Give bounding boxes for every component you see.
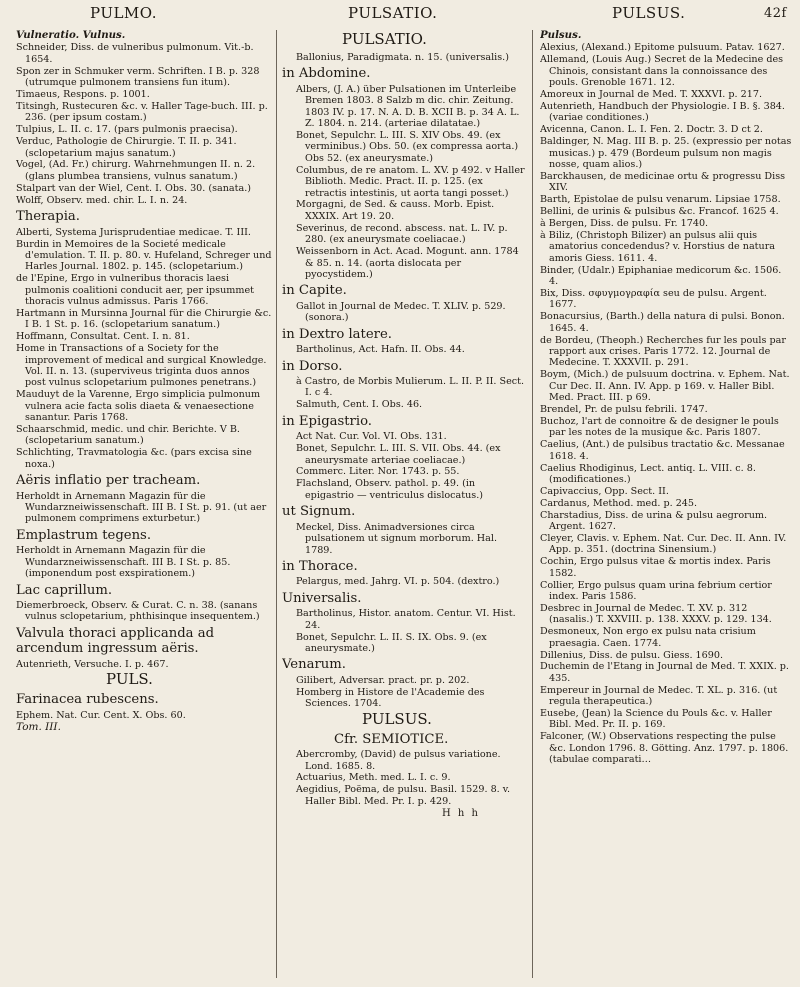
list-item: à Castro, de Morbis Mulierum. L. II. P. II. Sect. I. c 4. xyxy=(296,376,525,399)
list-item: Gallot in Journal de Medec. T. XLIV. p. 529. (sonora.) xyxy=(296,300,506,324)
list-item: Bartholinus, Histor. anatom. Centur. VI. Hist. 24. xyxy=(296,608,516,631)
list-item: Aegidius, Poëma, de pulsu. Basil. 1529. 8. v. Haller Bibl. Med. Pr. I. p. 429. xyxy=(296,784,511,807)
list-item: Boym, (Mich.) de pulsuum doctrina. v. Ephem. Nat. Cur Dec. II. Ann. IV. App. p 169. v. Haller Bibl. Med. Pract. III. p 69. xyxy=(540,369,790,404)
list-item: Titsingh, Rustecuren &c. v. Haller Tage-buch. III. p. 236. (per ipsum costam.) xyxy=(16,100,268,124)
column-right xyxy=(540,30,792,982)
section-heading: in Thorace. xyxy=(282,558,358,574)
section-heading: ut Signum. xyxy=(282,504,356,520)
list-item: Mauduyt de la Varenne, Ergo simplicia pulmonum vulnera acie facta solis diaeta & venaesectione sanantur. Paris 1768. xyxy=(16,389,261,424)
column-middle xyxy=(282,30,526,982)
list-item: à Bergen, Diss. de pulsu. Fr. 1740. xyxy=(540,218,709,229)
list-item: Wolff, Observ. med. chir. L. I. n. 24. xyxy=(16,194,188,206)
list-item: Stalpart van der Wiel, Cent. I. Obs. 30. (sanata.) xyxy=(16,182,252,194)
list-item: Binder, (Udalr.) Epiphaniae medicorum &c. 1506. 4. xyxy=(540,264,782,288)
list-item: à Biliz, (Christoph Bilizer) an pulsus alii quis amatorius concedendus? v. Horstius de natura amoris Giess. 1611. 4. xyxy=(540,229,776,264)
entry-list xyxy=(16,545,272,579)
list-item: Morgagni, de Sed. & causs. Morb. Epist. XXXIX. Art 19. 20. xyxy=(296,199,495,222)
signature-mark: H h h xyxy=(442,807,480,819)
volume-mark: Tom. III. xyxy=(16,720,61,733)
section-heading: in Dextro latere. xyxy=(282,326,392,342)
section-heading: in Abdomine. xyxy=(282,66,371,82)
header-left: PULMO. xyxy=(90,4,157,22)
header-center: PULSATIO. xyxy=(348,4,438,22)
list-item: Meckel, Diss. Animadversiones circa pulsationem ut signum morborum. Hal. 1789. xyxy=(296,521,497,556)
list-item: Schaarschmid, medic. und chir. Berichte. V B. (sclopetarium sanatum.) xyxy=(16,424,240,447)
list-item: Falconer, (W.) Observations respecting the pulse &c. London 1796. 8. Götting. Anz. 1797. p. 1806. (tabulae comparati… xyxy=(540,731,789,766)
list-item: de Bordeu, (Theoph.) Recherches fur les pouls par rapport aux crises. Paris 1772. 12. Journal de Medecine. T. XXXVII. p. 291. xyxy=(540,334,786,369)
section-heading-pulsus: PULSUS. xyxy=(362,709,432,728)
list-item: Dillenius, Diss. de pulsu. Giess. 1690. xyxy=(540,649,724,661)
entry-list xyxy=(540,42,792,765)
list-item: Hoffmann, Consultat. Cent. I. n. 81. xyxy=(16,331,190,343)
header-right: PULSUS. xyxy=(612,4,686,22)
list-item: Empereur in Journal de Medec. T. XL. p. 316. (ut regula therapeutica.) xyxy=(540,684,778,708)
list-item: Caelius, (Ant.) de pulsibus tractatio &c. Messanae 1618. 4. xyxy=(540,439,785,462)
list-item: Act Nat. Cur. Vol. VI. Obs. 131. xyxy=(296,431,447,443)
column-rule-left xyxy=(276,30,277,978)
list-item: Avicenna, Canon. L. I. Fen. 2. Doctr. 3. D ct 2. xyxy=(540,124,763,136)
list-item: Herholdt in Arnemann Magazin für die Wundarzneiwissenschaft. III B. I St. p. 91. (ut aer pulmonem comprimens exturbetur.) xyxy=(16,490,267,525)
list-item: Ballonius, Paradigmata. n. 15. (universalis.) xyxy=(296,52,509,63)
running-header xyxy=(0,4,800,26)
list-item: Verduc, Pathologie de Chirurgie. T. II. p. 341. (sclopetarium majus sanatum.) xyxy=(16,136,237,159)
section-heading-lac: Lac caprillum. xyxy=(16,582,113,598)
list-item: Eusebe, (Jean) la Science du Pouls &c. v. Haller Bibl. Med. Pr. II. p. 169. xyxy=(540,708,772,731)
list-item: Vogel, (Ad. Fr.) chirurg. Wahrnehmungen II. n. 2. (glans plumbea transiens, vulnus sanatum.) xyxy=(16,159,256,182)
section-heading-emplastrum: Emplastrum tegens. xyxy=(16,527,152,543)
list-item: Cochin, Ergo pulsus vitae & mortis index. Paris 1582. xyxy=(540,556,771,579)
list-item: Homberg in Histore de l'Academie des Sciences. 1704. xyxy=(296,686,485,710)
entry-list xyxy=(16,491,272,525)
list-item: Bellini, de urinis & pulsibus &c. Francof. 1625 4. xyxy=(540,206,779,218)
section-heading: Universalis. xyxy=(282,590,362,606)
list-item: Charstadius, Diss. de urina & pulsu aegrorum. Argent. 1627. xyxy=(540,509,768,533)
list-item: Schneider, Diss. de vulneribus pulmonum. Vit.-b. 1654. xyxy=(16,42,254,65)
column-left xyxy=(16,30,272,982)
list-item: Bix, Diss. σφυγμογραφία seu de pulsu. Argent. 1677. xyxy=(540,287,767,311)
list-item: Weissenborn in Act. Acad. Mogunt. ann. 1784 & 85. n. 14. (aorta dislocata per pyocystidem.) xyxy=(296,246,519,280)
list-item: Actuarius, Meth. med. L. I. c. 9. xyxy=(296,772,451,784)
list-item: Bonet, Sepulchr. L. II. S. IX. Obs. 9. (ex aneurysmate.) xyxy=(296,631,487,655)
entry-list xyxy=(16,710,272,721)
list-item: Duchemin de l'Etang in Journal de Med. T. XXIX. p. 435. xyxy=(540,661,789,684)
list-item: Bartholinus, Act. Hafn. II. Obs. 44. xyxy=(296,344,465,356)
column-heading: Vulneratio. Vulnus. xyxy=(16,30,126,41)
section-heading-therapia: Therapia. xyxy=(16,209,80,225)
section-heading-puls: PULS. xyxy=(106,670,153,689)
list-item: Ephem. Nat. Cur. Cent. X. Obs. 60. xyxy=(16,709,186,721)
section-heading: Venarum. xyxy=(282,657,346,673)
list-item: Capivaccius, Opp. Sect. II. xyxy=(540,485,669,497)
list-item: Home in Transactions of a Society for the improvement of medical and surgical Knowledge. Vol. II. n. 13. (superviveus triginta duos annos post vulnus sclopetarium pulmones penetrans.) xyxy=(16,343,267,389)
list-item: Caelius Rhodiginus, Lect. antiq. L. VIII. c. 8. (modificationes.) xyxy=(540,462,756,485)
list-item: Columbus, de re anatom. L. XV. p 492. v Haller Biblioth. Medic. Pract. II. p. 125. (ex retractis intestinis, ut aorta tangi posset.) xyxy=(296,164,525,199)
list-item: Barth, Epistolae de pulsu venarum. Lipsiae 1758. xyxy=(540,194,781,206)
section-heading-aeris: Aëris inflatio per tracheam. xyxy=(16,473,201,489)
list-item: Buchoz, l'art de connoitre & de designer le pouls par les notes de la musique &c. Paris 1807. xyxy=(540,415,779,439)
list-item: Desmoneux, Non ergo ex pulsu nata crisium praesagia. Caen. 1774. xyxy=(540,626,756,649)
list-item: Gilibert, Adversar. pract. pr. p. 202. xyxy=(296,674,470,686)
section-heading: in Epigastrio. xyxy=(282,413,372,429)
list-item: Flachsland, Observ. pathol. p. 49. (in epigastrio — ventriculus dislocatus.) xyxy=(296,478,484,501)
entry-list xyxy=(282,749,526,807)
list-item: Desbrec in Journal de Medec. T. XV. p. 312 (nasalis.) T. XXVIII. p. 138. XXXV. p. 129. 134. xyxy=(540,602,772,626)
list-item: Baldinger, N. Mag. III B. p. 25. (expressio per notas musicas.) p. 479 (Bordeum pulsum non magis nosse, quam alios.) xyxy=(540,136,792,170)
list-item: Alberti, Systema Jurisprudentiae medicae. T. III. xyxy=(16,226,251,238)
entry-list xyxy=(16,42,272,206)
section-heading-farinacea: Farinacea rubescens. xyxy=(16,692,159,708)
section-list xyxy=(282,66,526,709)
list-item: Albers, (J. A.) über Pulsationen im Unterleibe Bremen 1803. 8 Salzb m dic. chir. Zeitung. 1803 IV. p. 17. N. A. D. B. XCII B. p. 34 A. L. Z. 1804. n. 214. (arteriae dilatatae.) xyxy=(296,83,520,130)
list-item: Cleyer, Clavis. v. Ephem. Nat. Cur. Dec. II. Ann. IV. App. p. 351. (doctrina Sinensium.) xyxy=(540,532,787,556)
list-item: Diemerbroeck, Observ. & Curat. C. n. 38. (sanans vulnus sclopetarium, phthisinque insequentem.) xyxy=(16,600,260,623)
column-heading: PULSATIO. xyxy=(342,30,427,48)
list-item: Autenrieth, Versuche. I. p. 467. xyxy=(16,658,169,670)
list-item: Burdin in Memoires de la Societé medicale d'emulation. T. II. p. 80. v. Hufeland, Schreger und Harles Journal. 1802. p. 145. (sclopetarium.) xyxy=(16,238,272,273)
list-item: Severinus, de recond. abscess. nat. L. IV. p. 280. (ex aneurysmate coeliacae.) xyxy=(296,222,508,246)
list-item: Bonet, Sepulchr. L. III. S. XIV Obs. 49. (ex verminibus.) Obs. 50. (ex compressa aorta.) Obs 52. (ex aneurysmate.) xyxy=(296,130,519,164)
list-item: Spon zer in Schmuker verm. Schriften. I B. p. 328 (utrumque pulmonem transiens fun itum). xyxy=(16,65,260,89)
cross-reference: Cfr. SEMIOTICE. xyxy=(334,731,449,747)
list-item: Cardanus, Method. med. p. 245. xyxy=(540,497,698,509)
section-heading: in Capite. xyxy=(282,283,347,299)
list-item: Abercromby, (David) de pulsus variatione. Lond. 1685. 8. xyxy=(296,749,501,772)
list-item: Bonet, Sepulchr. L. III. S. VII. Obs. 44. (ex aneurysmate arteriae coeliacae.) xyxy=(296,443,501,466)
list-item: Barckhausen, de medicinae ortu & progressu Diss XIV. xyxy=(540,170,786,194)
list-item: Hartmann in Mursinna Journal für die Chirurgie &c. I B. 1 St. p. 16. (sclopetarium sanatum.) xyxy=(16,307,272,331)
entry-list xyxy=(16,227,272,471)
list-item: Autenrieth, Handbuch der Physiologie. I B. §. 384. (variae conditiones.) xyxy=(540,100,785,124)
section-heading-valvula: Valvula thoraci applicanda ad arcendum ingressum aëris. xyxy=(16,625,215,657)
entry-list xyxy=(16,600,272,623)
list-item: Herholdt in Arnemann Magazin für die Wundarzneiwissenschaft. III B. I St. p. 85. (imponendum post exspirationem.) xyxy=(16,545,231,580)
column-heading: Pulsus. xyxy=(540,30,582,41)
list-item: de l'Epine, Ergo in vulneribus thoracis laesi pulmonis coalitioni conducit aer, per ipsummet thoracis vulnus admissus. Paris 1766. xyxy=(16,273,254,308)
list-item: Pelargus, med. Jahrg. VI. p. 504. (dextro.) xyxy=(296,576,500,588)
list-item: Amoreux in Journal de Med. T. XXXVI. p. 217. xyxy=(540,89,763,101)
list-item: Schlichting, Travmatologia &c. (pars excisa sine noxa.) xyxy=(16,447,252,470)
list-item: Salmuth, Cent. I. Obs. 46. xyxy=(296,399,423,411)
list-item: Alexius, (Alexand.) Epitome pulsuum. Patav. 1627. xyxy=(540,42,785,54)
page-number: 42f xyxy=(764,6,787,21)
entry-list xyxy=(16,659,272,670)
column-rule-right xyxy=(532,30,533,978)
list-item: Collier, Ergo pulsus quam urina febrium certior index. Paris 1586. xyxy=(540,579,772,602)
section-heading: in Dorso. xyxy=(282,358,343,374)
list-item: Allemand, (Louis Aug.) Secret de la Medecine des Chinois, consistant dans la connoissance des pouls. Grenoble 1671. 12. xyxy=(540,54,784,89)
list-item: Bonacursius, (Barth.) della natura di pulsi. Bonon. 1645. 4. xyxy=(540,311,785,334)
list-item: Commerc. Liter. Nor. 1743. p. 55. xyxy=(296,466,460,478)
list-item: Timaeus, Respons. p. 1001. xyxy=(16,89,150,101)
list-item: Brendel, Pr. de pulsu febrili. 1747. xyxy=(540,404,708,415)
list-item: Tulpius, L. II. c. 17. (pars pulmonis praecisa). xyxy=(16,124,238,136)
